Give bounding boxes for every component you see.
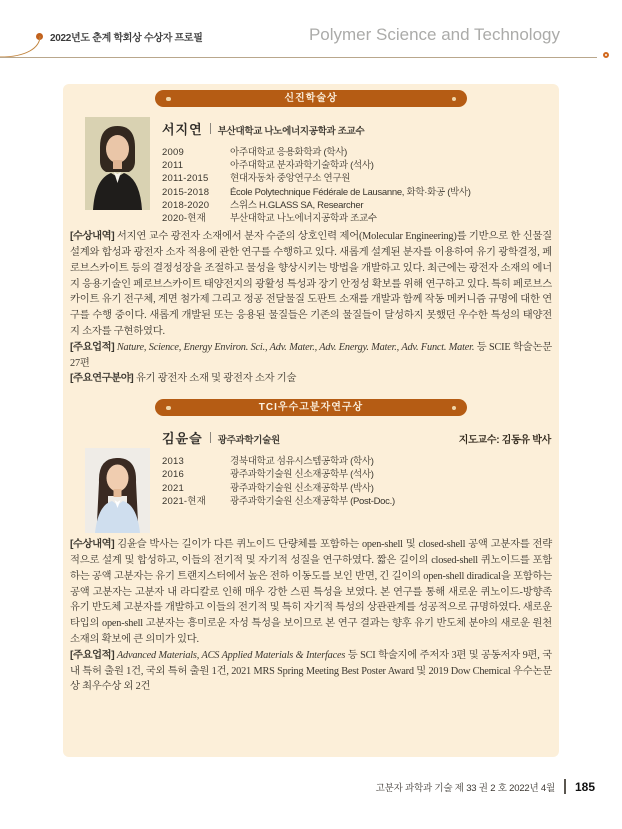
ring-ornament-icon [603, 52, 609, 58]
advisor-label: 지도교수: 김동유 박사 [458, 435, 551, 447]
header-section-title: 2022년도 춘계 학회상 수상자 프로필 [50, 33, 203, 44]
timeline-period: 2011 [162, 160, 184, 172]
profile-section-2 [63, 399, 559, 695]
timeline-row [162, 455, 551, 468]
awardee-affiliation: 부산대학교 나노에너지공학과 조교수 [217, 126, 365, 137]
header-curve-ornament [0, 32, 46, 59]
achievements-paragraph: [주요업적] Nature, Science, Energy Environ. Sci., Adv. Mater., Adv. Energy. Mater., Adv. Funct. Mater. 등 SCIE 학술논문 27편 [70, 341, 552, 369]
footer-journal-info: 고분자 과학과 기술 제 33 권 2 호 2022년 4월 [375, 782, 555, 794]
career-timeline [162, 455, 551, 508]
footer-divider [564, 779, 566, 794]
name-divider [210, 123, 211, 134]
content-panel [63, 84, 559, 757]
timeline-row [162, 146, 551, 159]
timeline-row [162, 159, 551, 172]
badge-dot-icon [166, 406, 171, 411]
timeline-row [162, 186, 551, 199]
profile-info [162, 426, 551, 533]
badge-dot-icon [452, 97, 457, 102]
award-title: TCI우수고분자연구상 [258, 402, 364, 414]
header-rule [0, 57, 597, 58]
profile-section-1 [63, 90, 559, 387]
award-title: 신진학술상 [284, 93, 338, 104]
timeline-period: 2020-현재 [162, 213, 207, 225]
timeline-row [162, 482, 551, 495]
award-description [70, 229, 552, 387]
timeline-row [162, 199, 551, 212]
timeline-row [162, 495, 551, 508]
timeline-desc: 광주과학기술원 신소재공학부 (박사) [230, 482, 374, 494]
award-description [70, 537, 552, 695]
timeline-period: 2015-2018 [162, 186, 210, 198]
profile-photo-1 [85, 117, 150, 225]
timeline-period: 2013 [162, 456, 184, 468]
award-paragraph: [수상내역] 김윤슬 박사는 길이가 다른 퀴노이드 단량체를 포함하는 open-shell 및 closed-shell 공액 고분자를 전략적으로 설계 및 합성하고, 이들의 전기적 및 자기적 성질을 연구하였다. 짧은 길이의 closed-shell 퀴노이드를 포함하는 공액 고분자는 유기 트랜지스터에서 높은 전하 이동도를 보인 반면, 긴 길이의 open-shell diradical을 포함하는 공액 고분자는 고분자 내 라디칼로 인해 매우 강한 스핀 특성을 보였다. 본 연구를 통해 새로운 퀴노이드-방향족 유기 반도체 고분자를 개발하고 이들의 전기적 및 특히 자기적 특성의 상관관계를 성공적으로 규명하였다. 새로운 타입의 open-shell 고분자는 흥미로운 자성 특성을 보이므로 본 연구 결과는 향후 유기 반도체 분야의 새로운 원천소재의 확보에 큰 의미가 있다. [70, 539, 552, 645]
timeline-period: 2021-현재 [162, 495, 207, 507]
achievements-paragraph: [주요업적] Advanced Materials, ACS Applied Materials & Interfaces 등 SCI 학술지에 주저자 3편 및 공동저자 9편, 국내 특허 출원 1건, 국외 특허 출원 1건, 2021 MRS Spring Meeting Best Poster Award 및 2019 Dow Chemical 우수논문상 최우수상 외 2건 [70, 649, 552, 693]
timeline-desc: 스위스 H.GLASS SA, Researcher [230, 199, 364, 211]
award-badge-2 [155, 399, 467, 416]
profile-row [85, 426, 551, 533]
badge-dot-icon [452, 406, 457, 411]
timeline-desc: 부산대학교 나노에너지공학과 조교수 [230, 213, 377, 225]
header-left [36, 29, 203, 44]
timeline-desc: 현대자동차 중앙연구소 연구원 [230, 173, 351, 185]
awardee-affiliation: 광주과학기술원 [217, 435, 280, 447]
portrait-illustration [85, 448, 150, 533]
name-row [162, 428, 551, 447]
name-row [162, 119, 551, 138]
timeline-desc: 아주대학교 분자과학기술학과 (석사) [230, 160, 374, 172]
timeline-desc: École Polytechnique Fédérale de Lausanne, 화학·화공 (박사) [230, 186, 471, 198]
research-field-paragraph: [주요연구분야] 유기 광전자 소재 및 광전자 소자 기술 [70, 373, 297, 385]
journal-title: Polymer Science and Technology [308, 25, 560, 44]
timeline-period: 2009 [162, 147, 184, 158]
awardee-name: 서지연 [162, 122, 203, 137]
awardee-name: 김윤슬 [162, 431, 203, 447]
award-badge-1 [155, 90, 467, 107]
timeline-period: 2021 [162, 482, 184, 494]
career-timeline [162, 146, 551, 225]
name-divider [210, 432, 211, 443]
profile-row [85, 117, 551, 225]
timeline-row [162, 468, 551, 481]
portrait-illustration [85, 117, 150, 210]
timeline-row [162, 212, 551, 225]
timeline-period: 2016 [162, 469, 184, 481]
timeline-desc: 광주과학기술원 신소재공학부 (Post-Doc.) [230, 495, 395, 507]
profile-info [162, 117, 551, 225]
timeline-desc: 경북대학교 섬유시스템공학과 (학사) [230, 456, 374, 468]
timeline-row [162, 172, 551, 185]
badge-dot-icon [166, 97, 171, 102]
profile-photo-2 [85, 448, 150, 533]
timeline-period: 2011-2015 [162, 173, 209, 185]
timeline-desc: 광주과학기술원 신소재공학부 (석사) [230, 469, 374, 481]
page-footer [376, 779, 595, 794]
timeline-desc: 아주대학교 응용화학과 (학사) [230, 147, 347, 158]
timeline-period: 2018-2020 [162, 199, 210, 211]
award-paragraph: [수상내역] 서지연 교수 광전자 소재에서 분자 수준의 상호인력 제어(Molecular Engineering)를 기반으로 한 신물질 설계와 합성과 광전자 소자 적용에 관한 연구를 수행하고 있다. 새롭게 설계된 분자를 이용하여 유기 광학결정, 페로브스카이트 등의 결정성장을 조절하고 물성을 향상시키는 방법을 개발하고 있다. 최근에는 광전자 소재의 에너지 응용기술인 페로브스카이트 태양전지의 광활성 특성과 장기 안정성 확보를 위해 연구하고 있다. 특히 페로브스카이트 유기 전구체, 계면 첨가제 그리고 정공 전달물질 도판트 소재를 개발과 함께 작동 메커니즘 규명에 대한 연구를 수행 중이다. 새롭게 개발된 또는 응용된 물질들은 기존의 물질들이 달성하지 못했던 우수한 특성의 태양전지 소자를 구현하였다. [70, 231, 552, 337]
page-number: 185 [574, 779, 595, 794]
